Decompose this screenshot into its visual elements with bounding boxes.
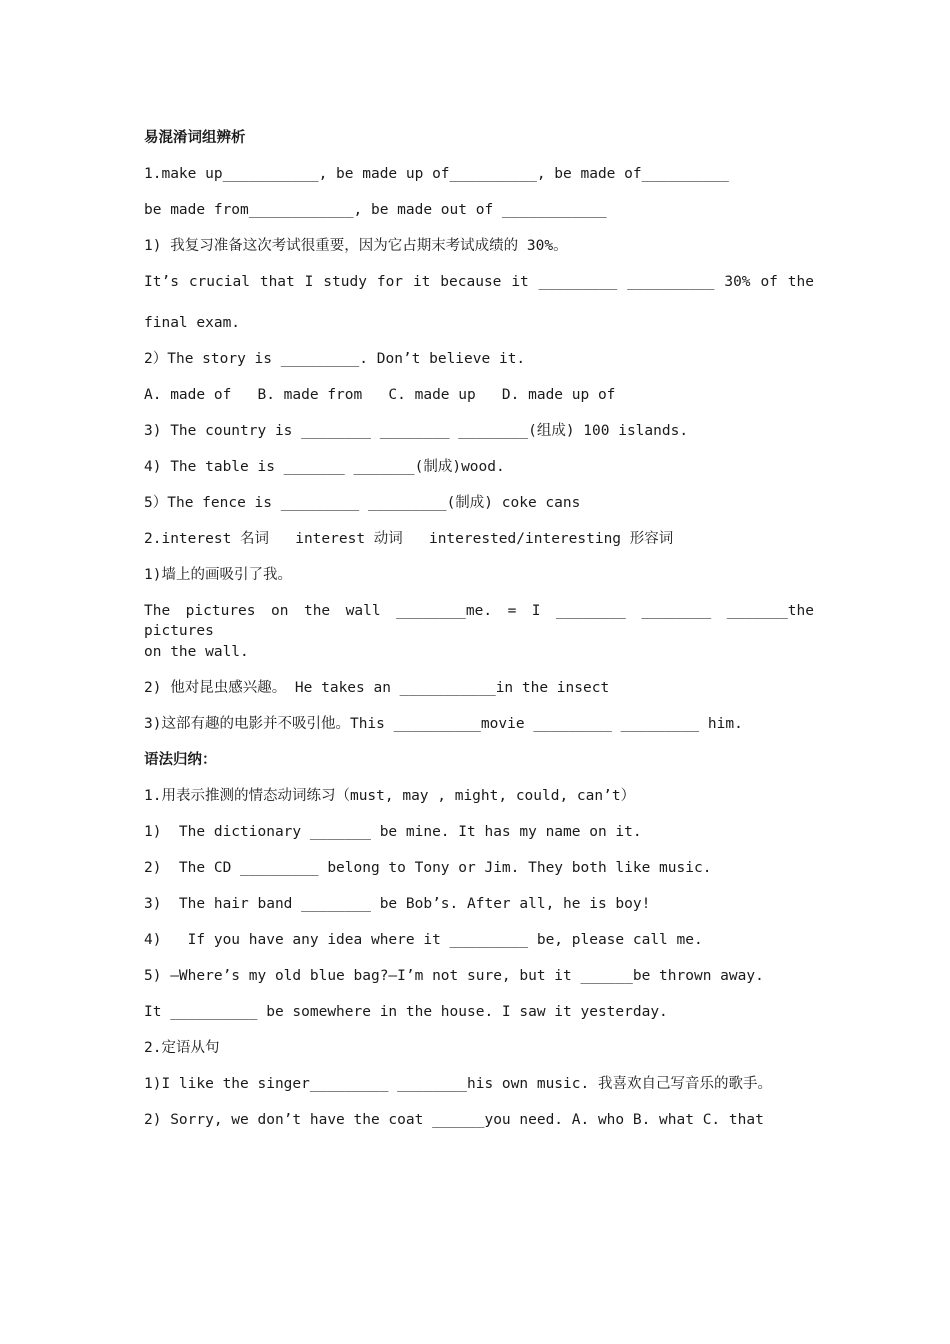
section-heading-grammar: 语法归纳： <box>144 752 217 768</box>
exercise-3-sentence: 3) The country is ________ ________ ________(组成) 100 islands. <box>144 423 689 439</box>
section-heading-confusable-phrases: 易混淆词组辨析 <box>144 130 246 146</box>
item-2-interest-forms: 2.interest 名词 interest 动词 interested/interesting 形容词 <box>144 531 674 547</box>
item-1-made-from-phrases: be made from____________, be made out of ____________ <box>144 202 607 218</box>
interest-exercise-1-continued: on the wall. <box>144 644 249 660</box>
modal-exercise-4: 4) If you have any idea where it _________ be, please call me. <box>144 932 703 948</box>
modal-exercise-2: 2) The CD _________ belong to Tony or Jim. They both like music. <box>144 860 712 876</box>
modal-exercise-3: 3) The hair band ________ be Bob’s. After all, he is boy! <box>144 896 651 912</box>
modal-exercise-1: 1) The dictionary _______ be mine. It has my name on it. <box>144 824 642 840</box>
relative-clause-exercise-2: 2) Sorry, we don’t have the coat ______you need. A. who B. what C. that <box>144 1112 764 1128</box>
grammar-1-modal-verbs-title: 1.用表示推测的情态动词练习（must, may , might, could, can’t） <box>144 788 636 804</box>
item-1-make-up-phrases: 1.make up___________, be made up of__________, be made of__________ <box>144 166 729 182</box>
relative-clause-exercise-1: 1)I like the singer_________ ________his own music. 我喜欢自己写音乐的歌手。 <box>144 1076 772 1092</box>
interest-exercise-2: 2) 他对昆虫感兴趣。 He takes an ___________in the insect <box>144 680 610 696</box>
exercise-5-sentence: 5）The fence is _________ _________(制成) coke cans <box>144 495 581 511</box>
modal-exercise-5: 5) –Where’s my old blue bag?—I’m not sure, but it ______be thrown away. <box>144 968 764 984</box>
exercise-2-sentence: 2）The story is _________. Don’t believe it. <box>144 351 526 367</box>
exercise-2-options: A. made of B. made from C. made up D. made up of <box>144 387 616 403</box>
grammar-2-relative-clauses-title: 2.定语从句 <box>144 1040 220 1056</box>
interest-exercise-1-english: The pictures on the wall ________me. = I ________ ________ _______the pictures <box>144 603 814 639</box>
exercise-1-english-sentence: It’s crucial that I study for it because it _________ __________ 30% of the <box>144 274 814 290</box>
exercise-1-english-continued: final exam. <box>144 315 241 331</box>
exercise-1-chinese-prompt: 1) 我复习准备这次考试很重要，因为它占期末考试成绩的 30%。 <box>144 238 568 254</box>
modal-exercise-5-continued: It __________ be somewhere in the house. I saw it yesterday. <box>144 1004 668 1020</box>
interest-exercise-3: 3)这部有趣的电影并不吸引他。This __________movie _________ _________ him. <box>144 716 743 732</box>
exercise-4-sentence: 4) The table is _______ _______(制成)wood. <box>144 459 505 475</box>
interest-exercise-1-chinese: 1)墙上的画吸引了我。 <box>144 567 292 583</box>
